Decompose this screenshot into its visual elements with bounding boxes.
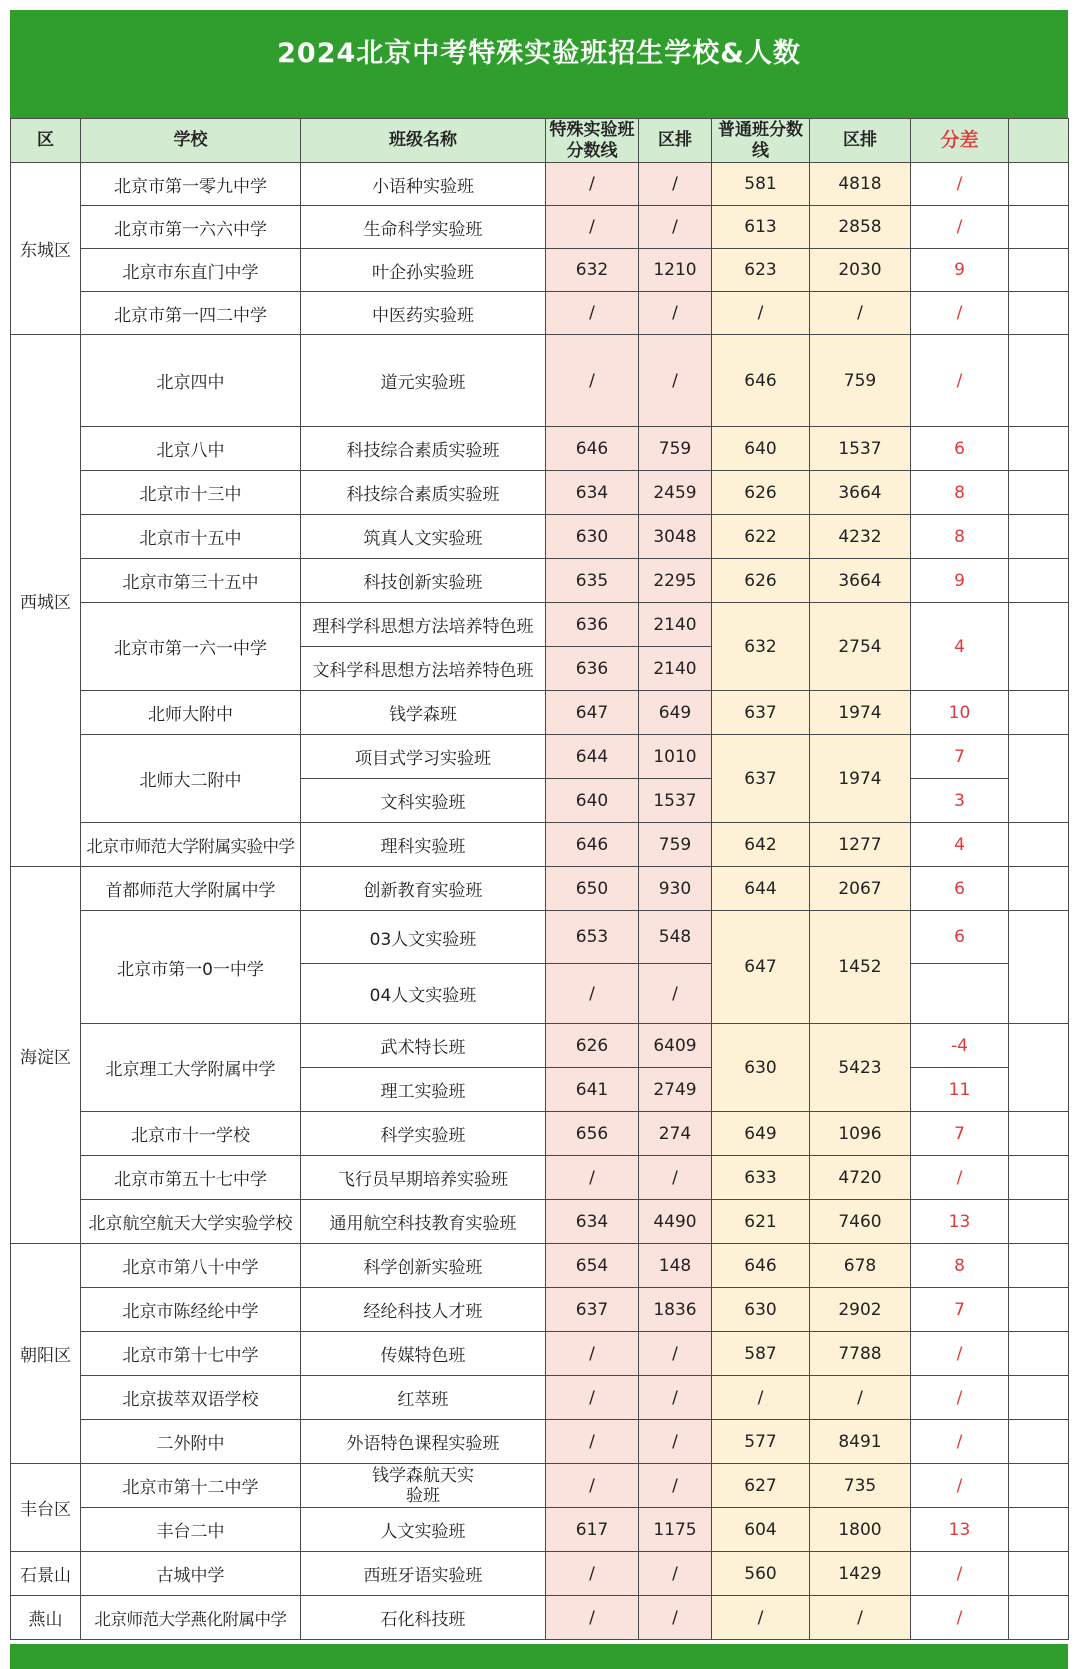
- class-cell: 传媒特色班: [301, 1332, 546, 1376]
- school-cell: 北京四中: [81, 335, 301, 427]
- special-rank-cell: 148: [639, 1244, 712, 1288]
- school-cell: 北京市十三中: [81, 471, 301, 515]
- class-cell: 项目式学习实验班: [301, 735, 546, 779]
- normal-score-cell: 646: [712, 1244, 810, 1288]
- normal-score-cell: 587: [712, 1332, 810, 1376]
- table-row: [11, 867, 1069, 911]
- special-score-cell: 632: [546, 249, 639, 292]
- table-row: [11, 471, 1069, 515]
- normal-score-cell: 647: [712, 911, 810, 1024]
- blank-cell: [1009, 559, 1069, 603]
- class-cell: 文科学科思想方法培养特色班: [301, 647, 546, 691]
- class-cell: 04人文实验班: [301, 964, 546, 1024]
- page-title: 2024北京中考特殊实验班招生学校&人数: [277, 38, 801, 69]
- normal-rank-cell: 7788: [810, 1332, 911, 1376]
- special-rank-cell: /: [639, 1552, 712, 1596]
- special-score-cell: 636: [546, 603, 639, 647]
- diff-cell: 6: [911, 867, 1009, 911]
- normal-score-cell: /: [712, 1376, 810, 1420]
- normal-rank-cell: 1429: [810, 1552, 911, 1596]
- blank-cell: [1009, 867, 1069, 911]
- special-rank-cell: 1210: [639, 249, 712, 292]
- special-score-cell: /: [546, 206, 639, 249]
- diff-cell: /: [911, 1376, 1009, 1420]
- normal-score-cell: 581: [712, 163, 810, 206]
- district-cell: 燕山: [11, 1596, 81, 1640]
- normal-rank-cell: /: [810, 1596, 911, 1640]
- class-cell: 03人文实验班: [301, 911, 546, 964]
- school-cell: 丰台二中: [81, 1508, 301, 1552]
- school-cell: 北京市第三十五中: [81, 559, 301, 603]
- blank-cell: [1009, 1156, 1069, 1200]
- header-normal-rank: 区排: [810, 119, 911, 163]
- diff-cell: 4: [911, 603, 1009, 691]
- school-cell: 北京拔萃双语学校: [81, 1376, 301, 1420]
- diff-cell: 9: [911, 249, 1009, 292]
- table-row: [11, 603, 1069, 647]
- normal-score-cell: 577: [712, 1420, 810, 1464]
- blank-cell: [1009, 515, 1069, 559]
- normal-score-cell: 626: [712, 471, 810, 515]
- blank-cell: [1009, 1200, 1069, 1244]
- blank-cell: [1009, 1508, 1069, 1552]
- special-score-cell: 646: [546, 823, 639, 867]
- school-cell: 北京八中: [81, 427, 301, 471]
- special-score-cell: /: [546, 1376, 639, 1420]
- class-cell: 文科实验班: [301, 779, 546, 823]
- header-class-name: 班级名称: [301, 119, 546, 163]
- class-cell: 钱学森班: [301, 691, 546, 735]
- diff-cell: -4: [911, 1024, 1009, 1068]
- class-cell: 石化科技班: [301, 1596, 546, 1640]
- special-score-cell: /: [546, 1156, 639, 1200]
- normal-rank-cell: 1452: [810, 911, 911, 1024]
- header-normal-score: 普通班分数线: [712, 119, 810, 163]
- special-score-cell: 626: [546, 1024, 639, 1068]
- special-score-cell: /: [546, 964, 639, 1024]
- normal-rank-cell: 2754: [810, 603, 911, 691]
- special-rank-cell: 2459: [639, 471, 712, 515]
- header-special-score: 特殊实验班分数线: [546, 119, 639, 163]
- normal-rank-cell: 1277: [810, 823, 911, 867]
- special-rank-cell: /: [639, 964, 712, 1024]
- special-rank-cell: /: [639, 1332, 712, 1376]
- special-rank-cell: 6409: [639, 1024, 712, 1068]
- diff-cell: 7: [911, 1112, 1009, 1156]
- table-row: [11, 163, 1069, 206]
- normal-score-cell: 637: [712, 735, 810, 823]
- special-score-cell: /: [546, 1332, 639, 1376]
- school-cell: 北京市第一四二中学: [81, 292, 301, 335]
- class-cell: 中医药实验班: [301, 292, 546, 335]
- table-row: [11, 823, 1069, 867]
- table-row: [11, 735, 1069, 779]
- special-rank-cell: 4490: [639, 1200, 712, 1244]
- header-blank: [1009, 119, 1069, 163]
- blank-cell: [1009, 603, 1069, 691]
- district-cell: 西城区: [11, 335, 81, 867]
- special-score-cell: 637: [546, 1288, 639, 1332]
- blank-cell: [1009, 911, 1069, 1024]
- normal-rank-cell: /: [810, 1376, 911, 1420]
- blank-cell: [1009, 1024, 1069, 1112]
- class-cell: 经纶科技人才班: [301, 1288, 546, 1332]
- class-cell: 理科实验班: [301, 823, 546, 867]
- class-cell: 外语特色课程实验班: [301, 1420, 546, 1464]
- special-rank-cell: 759: [639, 823, 712, 867]
- special-score-cell: 617: [546, 1508, 639, 1552]
- normal-score-cell: 630: [712, 1288, 810, 1332]
- special-score-cell: /: [546, 1464, 639, 1508]
- header-school: 学校: [81, 119, 301, 163]
- diff-cell: /: [911, 1420, 1009, 1464]
- school-cell: 北京市第一0一中学: [81, 911, 301, 1024]
- normal-rank-cell: /: [810, 292, 911, 335]
- diff-cell: 13: [911, 1200, 1009, 1244]
- special-score-cell: 654: [546, 1244, 639, 1288]
- class-cell: 飞行员早期培养实验班: [301, 1156, 546, 1200]
- blank-cell: [1009, 427, 1069, 471]
- normal-score-cell: 621: [712, 1200, 810, 1244]
- table-row: [11, 1420, 1069, 1464]
- special-score-cell: 636: [546, 647, 639, 691]
- diff-cell: 3: [911, 779, 1009, 823]
- diff-cell: [911, 964, 1009, 1024]
- special-rank-cell: 649: [639, 691, 712, 735]
- class-cell: 钱学森航天实验班: [301, 1464, 546, 1508]
- special-score-cell: 647: [546, 691, 639, 735]
- class-cell: 理科学科思想方法培养特色班: [301, 603, 546, 647]
- table-row: [11, 206, 1069, 249]
- table-row: [11, 1596, 1069, 1640]
- special-score-cell: 640: [546, 779, 639, 823]
- blank-cell: [1009, 1464, 1069, 1508]
- class-cell: 武术特长班: [301, 1024, 546, 1068]
- blank-cell: [1009, 1332, 1069, 1376]
- table-row: [11, 335, 1069, 427]
- special-score-cell: 635: [546, 559, 639, 603]
- blank-cell: [1009, 1288, 1069, 1332]
- school-cell: 二外附中: [81, 1420, 301, 1464]
- normal-score-cell: 613: [712, 206, 810, 249]
- normal-score-cell: 626: [712, 559, 810, 603]
- title-banner: [10, 10, 1068, 118]
- special-rank-cell: 3048: [639, 515, 712, 559]
- class-cell: 小语种实验班: [301, 163, 546, 206]
- class-cell: 科技综合素质实验班: [301, 427, 546, 471]
- diff-cell: 7: [911, 735, 1009, 779]
- normal-score-cell: 604: [712, 1508, 810, 1552]
- normal-rank-cell: 2858: [810, 206, 911, 249]
- special-rank-cell: /: [639, 163, 712, 206]
- diff-cell: 6: [911, 911, 1009, 964]
- normal-score-cell: 623: [712, 249, 810, 292]
- school-cell: 北京市东直门中学: [81, 249, 301, 292]
- table-row: [11, 1508, 1069, 1552]
- school-cell: 北京市第一零九中学: [81, 163, 301, 206]
- table-row: [11, 691, 1069, 735]
- table-row: [11, 292, 1069, 335]
- table-row: [11, 1552, 1069, 1596]
- normal-score-cell: 560: [712, 1552, 810, 1596]
- class-cell: 科技创新实验班: [301, 559, 546, 603]
- blank-cell: [1009, 1596, 1069, 1640]
- class-cell: 科技综合素质实验班: [301, 471, 546, 515]
- blank-cell: [1009, 471, 1069, 515]
- school-cell: 北京市第一六六中学: [81, 206, 301, 249]
- diff-cell: /: [911, 1552, 1009, 1596]
- table-row: [11, 249, 1069, 292]
- school-cell: 北京市第八十中学: [81, 1244, 301, 1288]
- diff-cell: 4: [911, 823, 1009, 867]
- table-row: [11, 1024, 1069, 1068]
- admission-table: [10, 118, 1069, 1640]
- special-score-cell: /: [546, 292, 639, 335]
- special-score-cell: /: [546, 1552, 639, 1596]
- diff-cell: 8: [911, 471, 1009, 515]
- district-cell: 石景山: [11, 1552, 81, 1596]
- special-score-cell: /: [546, 1596, 639, 1640]
- table-row: [11, 427, 1069, 471]
- special-score-cell: /: [546, 1420, 639, 1464]
- school-cell: 北京市第一六一中学: [81, 603, 301, 691]
- special-rank-cell: /: [639, 335, 712, 427]
- special-rank-cell: 930: [639, 867, 712, 911]
- school-cell: 北师大附中: [81, 691, 301, 735]
- special-rank-cell: 1537: [639, 779, 712, 823]
- normal-score-cell: 649: [712, 1112, 810, 1156]
- class-cell: 理工实验班: [301, 1068, 546, 1112]
- district-cell: 东城区: [11, 163, 81, 335]
- header-district: 区: [11, 119, 81, 163]
- normal-score-cell: 637: [712, 691, 810, 735]
- district-cell: 海淀区: [11, 867, 81, 1244]
- class-cell: 通用航空科技教育实验班: [301, 1200, 546, 1244]
- normal-score-cell: 630: [712, 1024, 810, 1112]
- special-score-cell: 634: [546, 1200, 639, 1244]
- normal-rank-cell: 4720: [810, 1156, 911, 1200]
- blank-cell: [1009, 1112, 1069, 1156]
- school-cell: 北京理工大学附属中学: [81, 1024, 301, 1112]
- normal-rank-cell: 8491: [810, 1420, 911, 1464]
- table-row: [11, 1464, 1069, 1508]
- diff-cell: 6: [911, 427, 1009, 471]
- table-row: [11, 911, 1069, 964]
- blank-cell: [1009, 691, 1069, 735]
- special-score-cell: 630: [546, 515, 639, 559]
- normal-rank-cell: 2030: [810, 249, 911, 292]
- normal-rank-cell: 1096: [810, 1112, 911, 1156]
- blank-cell: [1009, 823, 1069, 867]
- table-row: [11, 1288, 1069, 1332]
- normal-score-cell: 642: [712, 823, 810, 867]
- special-rank-cell: 548: [639, 911, 712, 964]
- blank-cell: [1009, 163, 1069, 206]
- special-rank-cell: 2749: [639, 1068, 712, 1112]
- special-rank-cell: 1010: [639, 735, 712, 779]
- class-cell: 科学创新实验班: [301, 1244, 546, 1288]
- blank-cell: [1009, 335, 1069, 427]
- normal-rank-cell: 3664: [810, 559, 911, 603]
- diff-cell: /: [911, 1332, 1009, 1376]
- normal-score-cell: 640: [712, 427, 810, 471]
- class-cell: 道元实验班: [301, 335, 546, 427]
- special-score-cell: 634: [546, 471, 639, 515]
- special-rank-cell: 2295: [639, 559, 712, 603]
- diff-cell: 9: [911, 559, 1009, 603]
- special-rank-cell: /: [639, 206, 712, 249]
- special-rank-cell: /: [639, 1376, 712, 1420]
- diff-cell: /: [911, 292, 1009, 335]
- special-rank-cell: /: [639, 292, 712, 335]
- special-score-cell: 644: [546, 735, 639, 779]
- school-cell: 北师大二附中: [81, 735, 301, 823]
- special-score-cell: 656: [546, 1112, 639, 1156]
- blank-cell: [1009, 249, 1069, 292]
- normal-score-cell: /: [712, 292, 810, 335]
- school-cell: 北京航空航天大学实验学校: [81, 1200, 301, 1244]
- header-row: [11, 119, 1069, 163]
- school-cell: 北京师范大学燕化附属中学: [81, 1596, 301, 1640]
- class-cell: 西班牙语实验班: [301, 1552, 546, 1596]
- special-rank-cell: 759: [639, 427, 712, 471]
- diff-cell: /: [911, 206, 1009, 249]
- special-rank-cell: /: [639, 1464, 712, 1508]
- normal-rank-cell: 5423: [810, 1024, 911, 1112]
- school-cell: 北京市师范大学附属实验中学: [81, 823, 301, 867]
- special-score-cell: 653: [546, 911, 639, 964]
- special-rank-cell: 1175: [639, 1508, 712, 1552]
- table-row: [11, 559, 1069, 603]
- normal-score-cell: 622: [712, 515, 810, 559]
- normal-rank-cell: 678: [810, 1244, 911, 1288]
- normal-score-cell: /: [712, 1596, 810, 1640]
- special-score-cell: 650: [546, 867, 639, 911]
- special-score-cell: 641: [546, 1068, 639, 1112]
- blank-cell: [1009, 1376, 1069, 1420]
- school-cell: 首都师范大学附属中学: [81, 867, 301, 911]
- normal-rank-cell: 735: [810, 1464, 911, 1508]
- diff-cell: 10: [911, 691, 1009, 735]
- normal-rank-cell: 1537: [810, 427, 911, 471]
- normal-rank-cell: 2067: [810, 867, 911, 911]
- diff-cell: /: [911, 335, 1009, 427]
- special-score-cell: /: [546, 163, 639, 206]
- district-cell: 朝阳区: [11, 1244, 81, 1464]
- diff-cell: /: [911, 1596, 1009, 1640]
- special-rank-cell: 2140: [639, 603, 712, 647]
- blank-cell: [1009, 1244, 1069, 1288]
- school-cell: 北京市第十二中学: [81, 1464, 301, 1508]
- diff-cell: /: [911, 1464, 1009, 1508]
- table-row: [11, 1244, 1069, 1288]
- normal-rank-cell: 1800: [810, 1508, 911, 1552]
- table-row: [11, 1112, 1069, 1156]
- diff-cell: 8: [911, 1244, 1009, 1288]
- school-cell: 北京市第十七中学: [81, 1332, 301, 1376]
- poster: [10, 10, 1068, 1669]
- normal-score-cell: 627: [712, 1464, 810, 1508]
- normal-rank-cell: 4818: [810, 163, 911, 206]
- diff-cell: /: [911, 163, 1009, 206]
- class-cell: 红萃班: [301, 1376, 546, 1420]
- special-score-cell: 646: [546, 427, 639, 471]
- normal-score-cell: 633: [712, 1156, 810, 1200]
- blank-cell: [1009, 206, 1069, 249]
- blank-cell: [1009, 1552, 1069, 1596]
- class-cell: 筑真人文实验班: [301, 515, 546, 559]
- normal-rank-cell: 759: [810, 335, 911, 427]
- normal-score-cell: 632: [712, 603, 810, 691]
- special-score-cell: /: [546, 335, 639, 427]
- table-row: [11, 1376, 1069, 1420]
- normal-rank-cell: 2902: [810, 1288, 911, 1332]
- diff-cell: 11: [911, 1068, 1009, 1112]
- diff-cell: 13: [911, 1508, 1009, 1552]
- normal-score-cell: 646: [712, 335, 810, 427]
- header-diff: 分差: [911, 119, 1009, 163]
- district-cell: 丰台区: [11, 1464, 81, 1552]
- table-row: [11, 515, 1069, 559]
- table-row: [11, 1156, 1069, 1200]
- special-rank-cell: 274: [639, 1112, 712, 1156]
- special-rank-cell: 1836: [639, 1288, 712, 1332]
- normal-rank-cell: 3664: [810, 471, 911, 515]
- header-special-rank: 区排: [639, 119, 712, 163]
- school-cell: 古城中学: [81, 1552, 301, 1596]
- special-rank-cell: /: [639, 1156, 712, 1200]
- diff-cell: 8: [911, 515, 1009, 559]
- normal-rank-cell: 1974: [810, 691, 911, 735]
- normal-rank-cell: 1974: [810, 735, 911, 823]
- special-rank-cell: /: [639, 1420, 712, 1464]
- normal-rank-cell: 4232: [810, 515, 911, 559]
- class-cell: 创新教育实验班: [301, 867, 546, 911]
- school-cell: 北京市十一学校: [81, 1112, 301, 1156]
- class-cell: 叶企孙实验班: [301, 249, 546, 292]
- school-cell: 北京市第五十七中学: [81, 1156, 301, 1200]
- table-row: [11, 1332, 1069, 1376]
- special-rank-cell: /: [639, 1596, 712, 1640]
- class-cell: 生命科学实验班: [301, 206, 546, 249]
- blank-cell: [1009, 1420, 1069, 1464]
- footer-bar: [10, 1644, 1068, 1669]
- diff-cell: /: [911, 1156, 1009, 1200]
- school-cell: 北京市十五中: [81, 515, 301, 559]
- blank-cell: [1009, 292, 1069, 335]
- class-cell: 科学实验班: [301, 1112, 546, 1156]
- diff-cell: 7: [911, 1288, 1009, 1332]
- school-cell: 北京市陈经纶中学: [81, 1288, 301, 1332]
- special-rank-cell: 2140: [639, 647, 712, 691]
- class-cell: 人文实验班: [301, 1508, 546, 1552]
- table-row: [11, 1200, 1069, 1244]
- normal-rank-cell: 7460: [810, 1200, 911, 1244]
- normal-score-cell: 644: [712, 867, 810, 911]
- blank-cell: [1009, 735, 1069, 823]
